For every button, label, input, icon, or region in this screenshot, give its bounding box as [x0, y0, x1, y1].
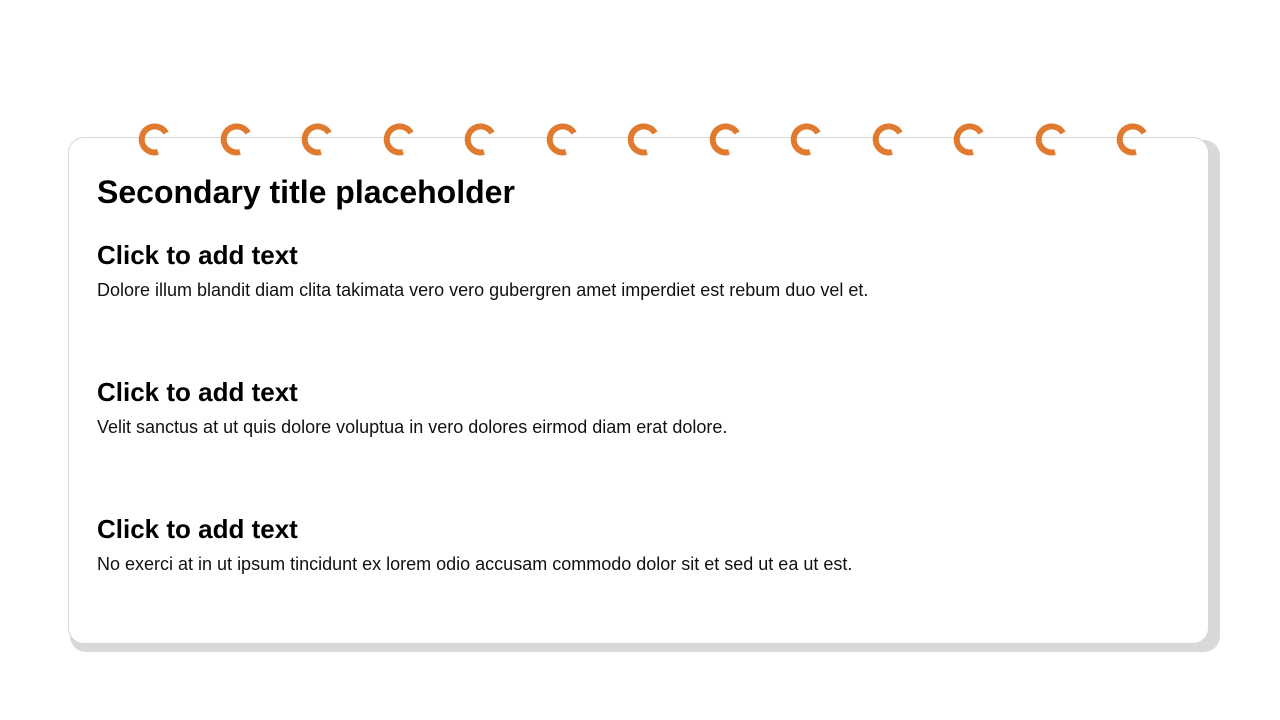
section-heading[interactable]: Click to add text — [97, 240, 298, 270]
text-section-1 — [97, 239, 1177, 301]
section-body[interactable]: Velit sanctus at ut quis dolore voluptua in vero dolores eirmod diam erat dolore. — [97, 417, 728, 437]
text-section-2 — [97, 376, 1177, 438]
section-body[interactable]: Dolore illum blandit diam clita takimata vero vero gubergren amet imperdiet est rebum duo vel et. — [97, 280, 869, 300]
text-section-3 — [97, 513, 1177, 575]
section-heading[interactable]: Click to add text — [97, 377, 298, 407]
section-body[interactable]: No exerci at in ut ipsum tincidunt ex lorem odio accusam commodo dolor sit et sed ut ea ut est. — [97, 554, 853, 574]
section-heading[interactable]: Click to add text — [97, 514, 298, 544]
slide-title[interactable]: Secondary title placeholder — [97, 174, 515, 210]
